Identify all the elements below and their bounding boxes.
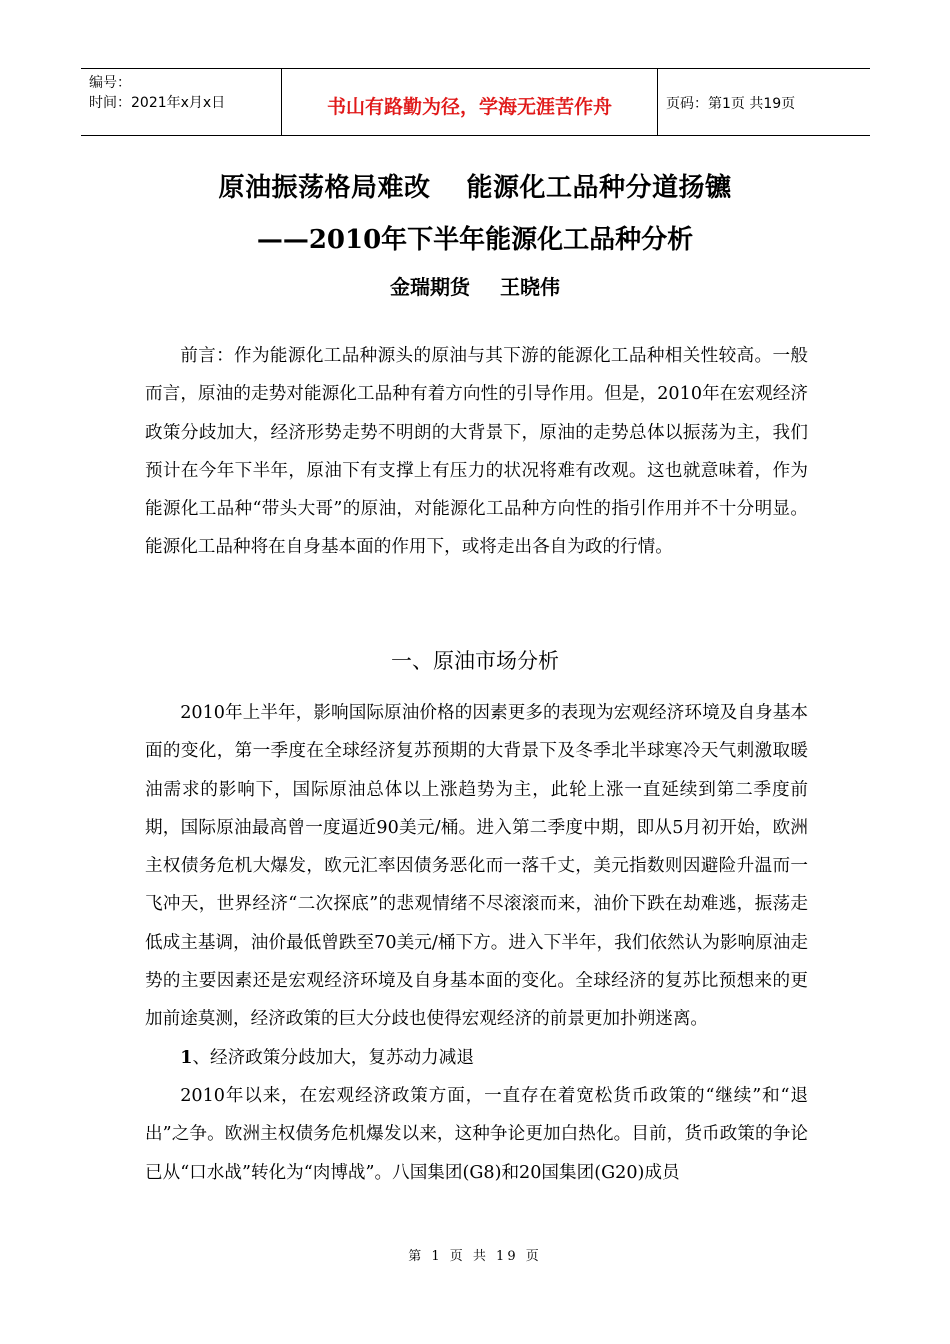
body-paragraph-1: 2010年上半年，影响国际原油价格的因素更多的表现为宏观经济环境及自身基本面的变化，第一季度在全球经济复苏预期的大背景下及冬季北半球寒冷天气刺激取暖油需求的影响下，国际原油总体以上涨趋势为主，此轮上涨一直延续到第二季度前期，国际原油最高曾一度逼近90美元/桶。进入第二季度中期，即从5月初开始，欧洲主权债务危机大爆发，欧元汇率因债务恶化而一落千丈，美元指数则因避险升温而一飞冲天，世界经济“二次探底”的悲观情绪不尽滚滚而来，油价下跌在劫难逃，振荡走低成主基调，油价最低曾跌至70美元/桶下方。进入下半年，我们依然认为影响原油走势的主要因素还是宏观经济环境及自身基本面的变化。全球经济的复苏比预想来的更加前途莫测，经济政策的巨大分歧也使得宏观经济的前景更加扑朔迷离。 bbox=[145, 703, 808, 1030]
title-part1: 原油振荡格局难改 bbox=[218, 173, 431, 203]
header-motto-cell bbox=[282, 69, 658, 135]
company-name: 金瑞期货 bbox=[390, 275, 470, 299]
body-paragraph-2: 2010年以来，在宏观经济政策方面，一直存在着宽松货币政策的“继续”和“退出”之争。欧洲主权债务危机爆发以来，这种争论更加白热化。目前，货币政策的争论已从“口水战”转化为“肉博战”。八国集团(G8)和20国集团(G20)成员 bbox=[145, 1085, 808, 1183]
author-name: 王晓伟 bbox=[500, 275, 560, 299]
subsection-number: 1 bbox=[180, 1046, 193, 1068]
subsection-heading bbox=[145, 1039, 808, 1077]
header-page-cell bbox=[658, 69, 870, 135]
header-page-info: 页码：第1页 共19页 bbox=[666, 96, 796, 112]
header-table bbox=[81, 68, 870, 136]
date-label: 时间：2021年x月x日 bbox=[89, 95, 226, 111]
section-heading: 一、原油市场分析 bbox=[391, 649, 559, 673]
author-line bbox=[0, 271, 950, 300]
section-body bbox=[145, 694, 808, 1192]
title-part2: 能源化工品种分道扬镳 bbox=[466, 173, 732, 203]
intro-paragraph: 前言：作为能源化工品种源头的原油与其下游的能源化工品种相关性较高。一般而言，原油的走势对能源化工品种有着方向性的引导作用。但是，2010年在宏观经济政策分歧加大，经济形势走势不明朗的大背景下，原油的走势总体以振荡为主，我们预计在今年下半年，原油下有支撑上有压力的状况将难有改观。这也就意味着，作为能源化工品种“带头大哥”的原油，对能源化工品种方向性的指引作用并不十分明显。能源化工品种将在自身基本面的作用下，或将走出各自为政的行情。 bbox=[145, 346, 808, 558]
intro-block bbox=[145, 337, 808, 567]
subsection-title: 、经济政策分歧加大，复苏动力减退 bbox=[192, 1047, 474, 1068]
number-label: 编号： bbox=[89, 75, 131, 91]
header-motto: 书山有路勤为径，学海无涯苦作舟 bbox=[326, 95, 612, 118]
page-footer: 第 1 页 共 19 页 bbox=[408, 1249, 542, 1264]
header-meta-cell bbox=[81, 69, 282, 135]
document-title bbox=[0, 167, 950, 204]
document-subtitle: ——2010年下半年能源化工品种分析 bbox=[256, 225, 694, 255]
